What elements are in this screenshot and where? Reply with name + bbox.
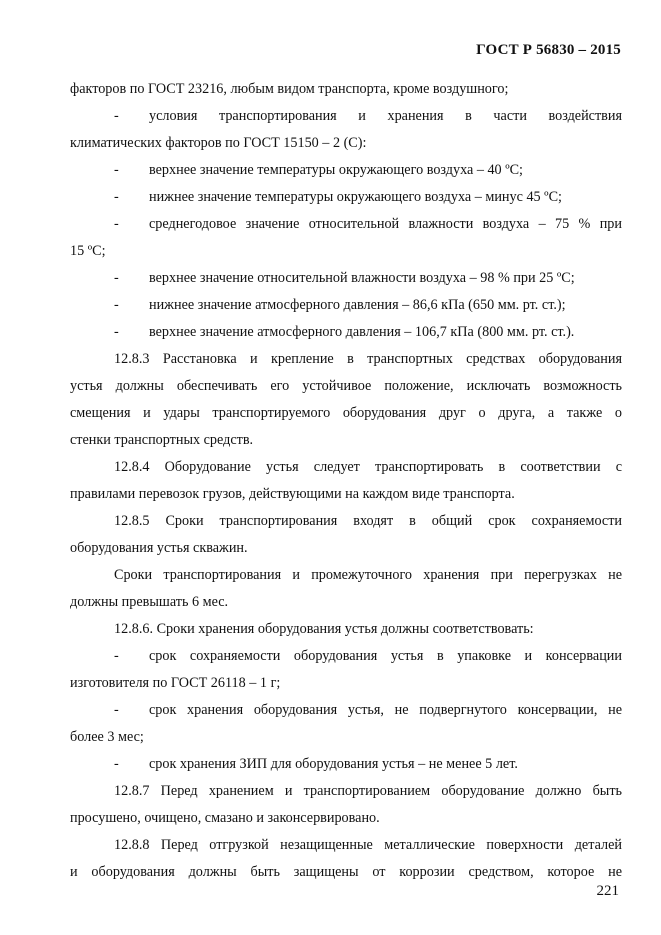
bullet-text: срок сохраняемости оборудования устья в упаковке и консервации — [149, 648, 622, 664]
bullet-text: верхнее значение температуры окружающего воздуха – 40 ºС; — [149, 162, 523, 178]
bullet-line — [70, 697, 622, 724]
bullet-line — [70, 157, 622, 184]
text-line: более 3 мес; — [70, 729, 144, 745]
bullet-line — [70, 184, 622, 211]
bullet-dash: - — [114, 297, 119, 313]
bullet-dash: - — [114, 216, 119, 232]
text-line: устья должны обеспечивать его устойчивое положение, исключать возможность — [70, 378, 622, 394]
bullet-dash: - — [114, 108, 119, 124]
bullet-dash: - — [114, 756, 119, 772]
text-line: 12.8.8 Перед отгрузкой незащищенные металлические поверхности деталей — [114, 837, 622, 853]
text-line: Сроки транспортирования и промежуточного хранения при перегрузках не — [114, 567, 622, 583]
text-line: должны превышать 6 мес. — [70, 594, 229, 610]
text-line: изготовителя по ГОСТ 26118 – 1 г; — [70, 675, 281, 691]
bullet-line — [70, 319, 622, 346]
text-line: 12.8.5 Сроки транспортирования входят в общий срок сохраняемости — [114, 513, 622, 529]
bullet-dash: - — [114, 648, 119, 664]
text-line: просушено, очищено, смазано и законсервировано. — [70, 810, 380, 826]
bullet-dash: - — [114, 702, 119, 718]
bullet-line — [70, 643, 622, 670]
text-line: правилами перевозок грузов, действующими на каждом виде транспорта. — [70, 486, 515, 502]
bullet-dash: - — [114, 162, 119, 178]
text-line: 15 ºС; — [70, 243, 106, 259]
bullet-dash: - — [114, 270, 119, 286]
bullet-text: среднегодовое значение относительной влажности воздуха – 75 % при — [149, 216, 622, 232]
bullet-text: верхнее значение относительной влажности воздуха – 98 % при 25 ºС; — [149, 270, 575, 286]
bullet-line — [70, 292, 622, 319]
text-line: и оборудования должны быть защищены от коррозии средством, которое не — [70, 864, 622, 880]
bullet-text: срок хранения ЗИП для оборудования устья – не менее 5 лет. — [149, 756, 518, 772]
document-header: ГОСТ Р 56830 – 2015 — [476, 42, 621, 58]
bullet-text: нижнее значение атмосферного давления – 86,6 кПа (650 мм. рт. ст.); — [149, 297, 566, 313]
bullet-text: срок хранения оборудования устья, не подвергнутого консервации, не — [149, 702, 622, 718]
text-line: оборудования устья скважин. — [70, 540, 248, 556]
text-line: факторов по ГОСТ 23216, любым видом транспорта, кроме воздушного; — [70, 81, 509, 97]
bullet-line — [70, 103, 622, 130]
text-line: 12.8.7 Перед хранением и транспортированием оборудование должно быть — [114, 783, 622, 799]
bullet-line — [70, 751, 622, 778]
bullet-text: условия транспортирования и хранения в части воздействия — [149, 108, 622, 124]
text-line: смещения и удары транспортируемого оборудования друг о друга, а также о — [70, 405, 622, 421]
bullet-line — [70, 265, 622, 292]
bullet-dash: - — [114, 324, 119, 340]
bullet-dash: - — [114, 189, 119, 205]
bullet-text: верхнее значение атмосферного давления – 106,7 кПа (800 мм. рт. ст.). — [149, 324, 575, 340]
text-line: климатических факторов по ГОСТ 15150 – 2 (С): — [70, 135, 367, 151]
text-line: стенки транспортных средств. — [70, 432, 254, 448]
text-line: 12.8.4 Оборудование устья следует транспортировать в соответствии с — [114, 459, 622, 475]
page-number: 221 — [596, 883, 619, 899]
bullet-line — [70, 211, 622, 238]
bullet-text: нижнее значение температуры окружающего воздуха – минус 45 ºС; — [149, 189, 562, 205]
document-body — [70, 76, 622, 886]
text-line: 12.8.6. Сроки хранения оборудования устья должны соответствовать: — [114, 621, 534, 637]
text-line: 12.8.3 Расстановка и крепление в транспортных средствах оборудования — [114, 351, 622, 367]
